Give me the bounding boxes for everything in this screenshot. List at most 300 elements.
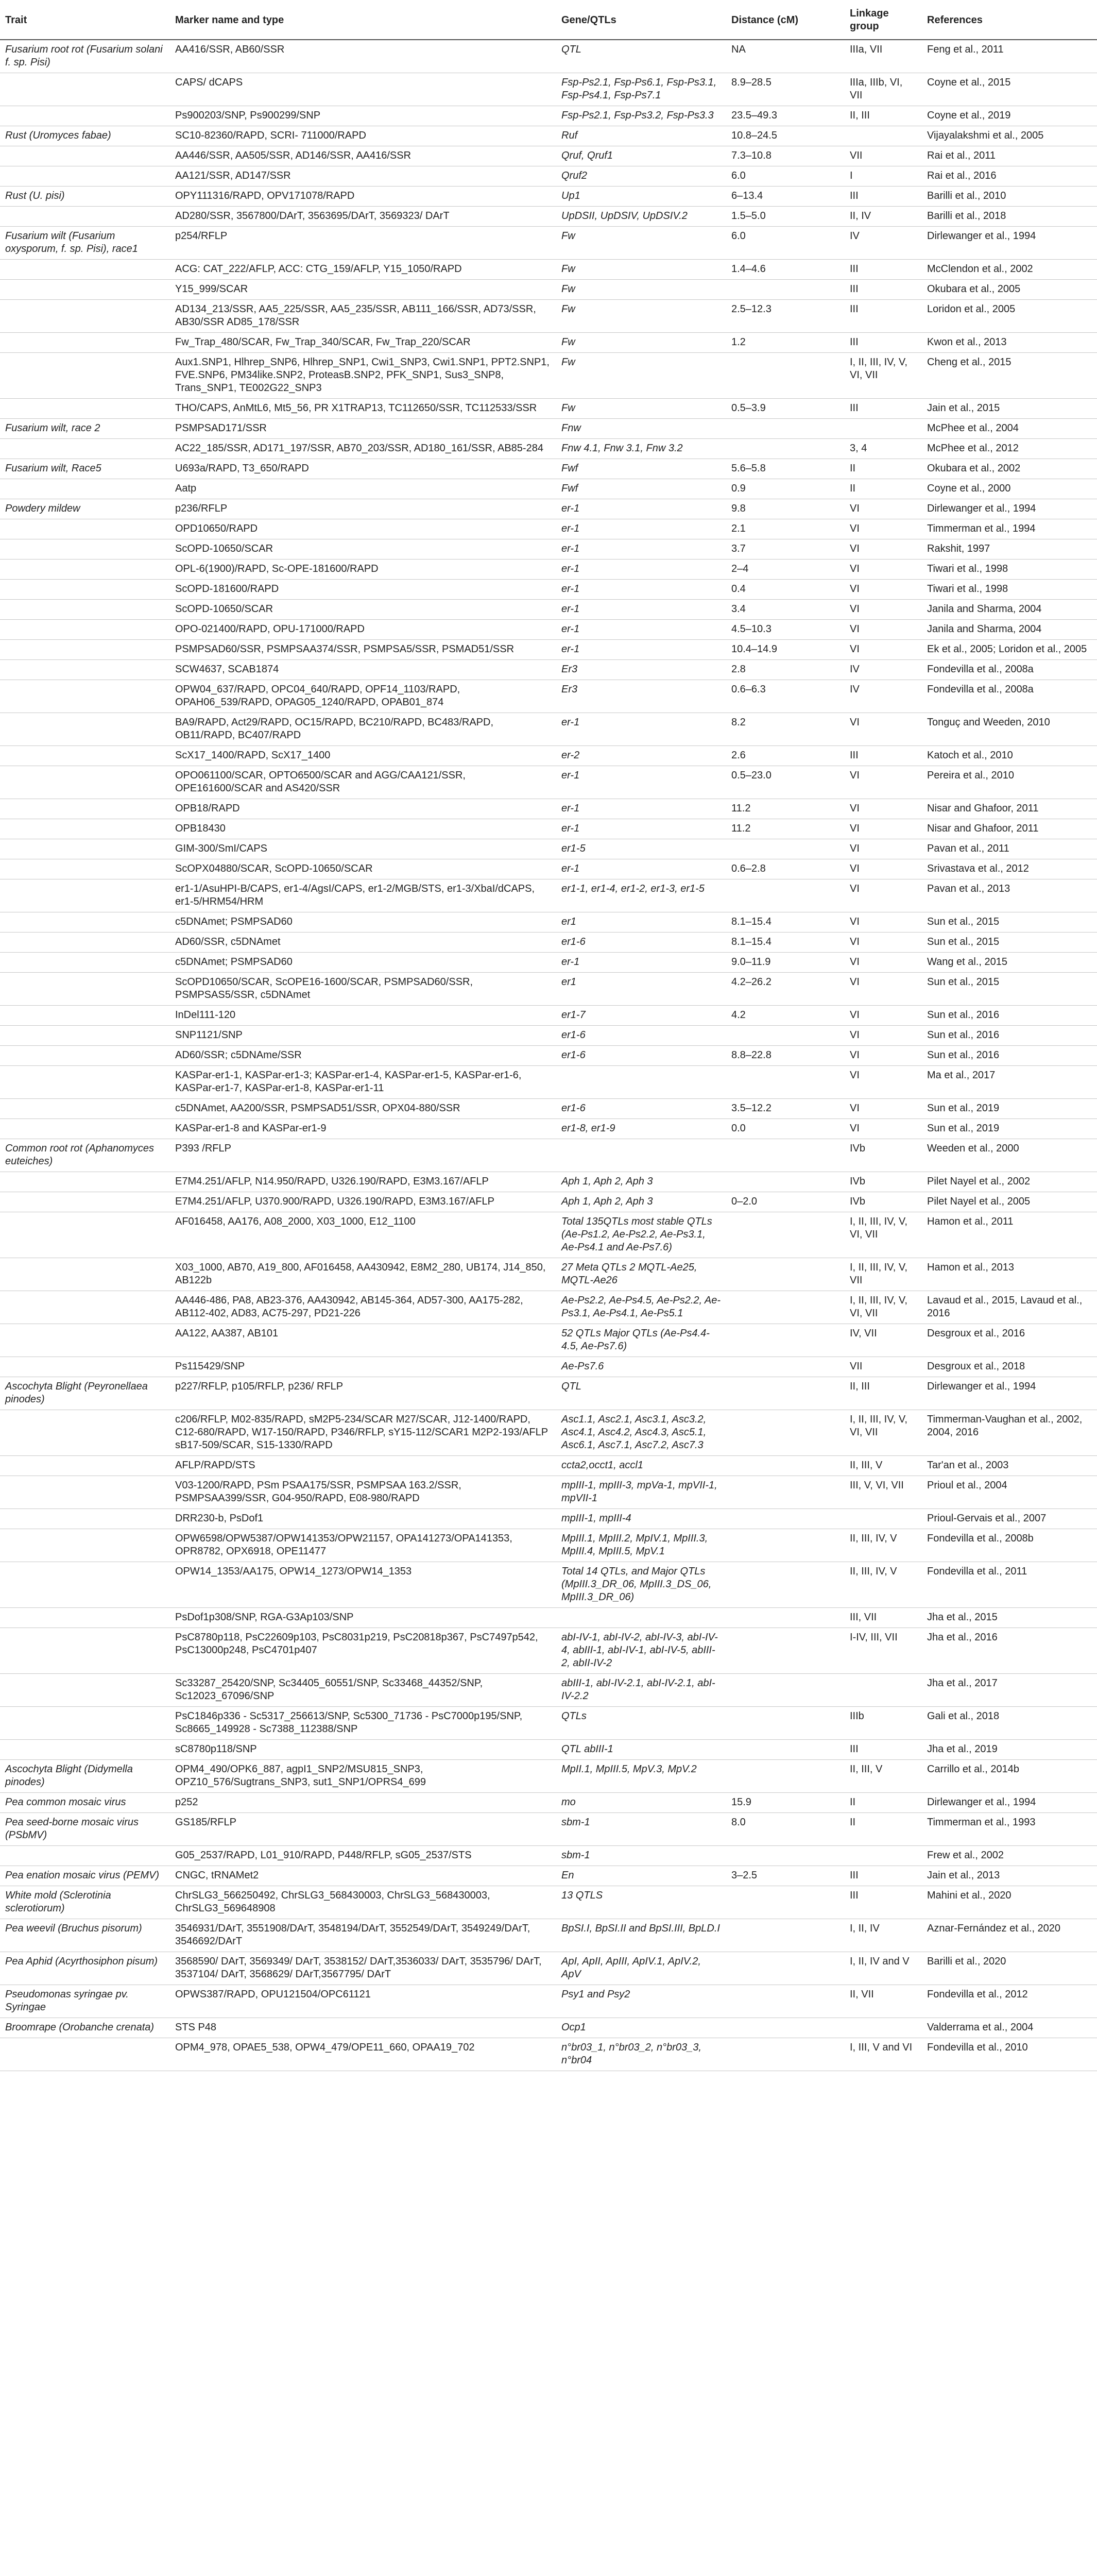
linkage-group-cell: VI xyxy=(845,1046,922,1066)
table-row xyxy=(0,1740,1097,1760)
table-row xyxy=(0,2038,1097,2071)
reference-cell: Jha et al., 2019 xyxy=(922,1740,1097,1760)
linkage-group-cell: I, II, III, IV, V, VI, VII xyxy=(845,1291,922,1324)
distance-cell: 10.8–24.5 xyxy=(726,126,845,146)
linkage-group-cell: I, II, III, IV, V, VII xyxy=(845,1258,922,1291)
table-row xyxy=(0,560,1097,580)
marker-cell: OPO061100/SCAR, OPTO6500/SCAR and AGG/CAA121/SSR, OPE161600/SCAR and AS420/SSR xyxy=(170,766,556,799)
distance-cell: 6.0 xyxy=(726,227,845,260)
gene-cell: er-1 xyxy=(556,953,726,973)
table-row xyxy=(0,1026,1097,1046)
trait-cell: Fusarium wilt, race 2 xyxy=(0,419,170,439)
gene-cell: Fwf xyxy=(556,459,726,479)
trait-cell xyxy=(0,560,170,580)
reference-cell: Barilli et al., 2010 xyxy=(922,187,1097,207)
trait-cell xyxy=(0,333,170,353)
linkage-group-cell: III xyxy=(845,300,922,333)
distance-cell: 0.0 xyxy=(726,1119,845,1139)
marker-cell: AC22_185/SSR, AD171_197/SSR, AB70_203/SSR, AD180_161/SSR, AB85-284 xyxy=(170,439,556,459)
distance-cell xyxy=(726,1258,845,1291)
gene-cell: Qruf2 xyxy=(556,166,726,187)
gene-cell xyxy=(556,1066,726,1099)
marker-cell: CNGC, tRNAMet2 xyxy=(170,1866,556,1886)
gene-cell: UpDSII, UpDSIV, UpDSIV.2 xyxy=(556,207,726,227)
linkage-group-cell: VI xyxy=(845,953,922,973)
marker-cell: OPWS387/RAPD, OPU121504/OPC61121 xyxy=(170,1985,556,2018)
gene-cell: er-1 xyxy=(556,713,726,746)
reference-cell: Tonguç and Weeden, 2010 xyxy=(922,713,1097,746)
header-marker: Marker name and type xyxy=(170,0,556,40)
distance-cell: 8.8–22.8 xyxy=(726,1046,845,1066)
gene-cell: ApI, ApII, ApIII, ApIV.1, ApIV.2, ApV xyxy=(556,1952,726,1985)
trait-cell: Pea Aphid (Acyrthosiphon pisum) xyxy=(0,1952,170,1985)
linkage-group-cell: I, III, V and VI xyxy=(845,2038,922,2071)
trait-cell xyxy=(0,1212,170,1258)
table-row xyxy=(0,912,1097,933)
table-row xyxy=(0,1674,1097,1707)
distance-cell xyxy=(726,1529,845,1562)
trait-cell xyxy=(0,1006,170,1026)
linkage-group-cell: VI xyxy=(845,1026,922,1046)
gene-cell: er1-5 xyxy=(556,839,726,859)
gene-cell: mpIII-1, mpIII-3, mpVa-1, mpVII-1, mpVII-1 xyxy=(556,1476,726,1509)
trait-cell xyxy=(0,1846,170,1866)
table-row xyxy=(0,1813,1097,1846)
linkage-group-cell: IV xyxy=(845,660,922,680)
gene-cell: BpSI.I, BpSI.II and BpSI.III, BpLD.I xyxy=(556,1919,726,1952)
gene-cell: sbm-1 xyxy=(556,1846,726,1866)
linkage-group-cell xyxy=(845,1674,922,1707)
gene-cell: Asc1.1, Asc2.1, Asc3.1, Asc3.2, Asc4.1, Asc4.2, Asc4.3, Asc5.1, Asc6.1, Asc7.1, Asc7.2, Asc7.3 xyxy=(556,1410,726,1456)
table-row xyxy=(0,1628,1097,1674)
marker-cell: c5DNAmet; PSMPSAD60 xyxy=(170,953,556,973)
trait-cell xyxy=(0,2038,170,2071)
gene-cell xyxy=(556,1139,726,1172)
reference-cell: Sun et al., 2015 xyxy=(922,933,1097,953)
header-trait: Trait xyxy=(0,0,170,40)
reference-cell: McClendon et al., 2002 xyxy=(922,260,1097,280)
gene-cell: er-1 xyxy=(556,766,726,799)
gene-cell: Fw xyxy=(556,280,726,300)
marker-cell: THO/CAPS, AnMtL6, Mt5_56, PR X1TRAP13, TC112650/SSR, TC112533/SSR xyxy=(170,399,556,419)
gene-cell: er-1 xyxy=(556,859,726,879)
linkage-group-cell: III xyxy=(845,399,922,419)
marker-cell: OPY111316/RAPD, OPV171078/RAPD xyxy=(170,187,556,207)
linkage-group-cell: IV xyxy=(845,227,922,260)
trait-cell xyxy=(0,1192,170,1212)
trait-cell: Fusarium wilt (Fusarium oxysporum, f. sp. Pisi), race1 xyxy=(0,227,170,260)
table-row xyxy=(0,40,1097,73)
reference-cell: Feng et al., 2011 xyxy=(922,40,1097,73)
linkage-group-cell: III xyxy=(845,333,922,353)
table-row xyxy=(0,419,1097,439)
reference-cell: Okubara et al., 2002 xyxy=(922,459,1097,479)
marker-cell: sC8780p118/SNP xyxy=(170,1740,556,1760)
distance-cell xyxy=(726,419,845,439)
distance-cell xyxy=(726,1760,845,1793)
table-row xyxy=(0,539,1097,560)
marker-cell: ScOPD-181600/RAPD xyxy=(170,580,556,600)
reference-cell: Dirlewanger et al., 1994 xyxy=(922,499,1097,519)
linkage-group-cell: VI xyxy=(845,799,922,819)
reference-cell: Aznar-Fernández et al., 2020 xyxy=(922,1919,1097,1952)
trait-cell xyxy=(0,146,170,166)
reference-cell: Coyne et al., 2019 xyxy=(922,106,1097,126)
linkage-group-cell: III xyxy=(845,260,922,280)
distance-cell: 15.9 xyxy=(726,1793,845,1813)
linkage-group-cell: VI xyxy=(845,933,922,953)
reference-cell: Fondevilla et al., 2008a xyxy=(922,680,1097,713)
linkage-group-cell xyxy=(845,2018,922,2038)
distance-cell xyxy=(726,1172,845,1192)
distance-cell: 2.8 xyxy=(726,660,845,680)
table-row xyxy=(0,166,1097,187)
reference-cell: Timmerman et al., 1994 xyxy=(922,519,1097,539)
trait-cell xyxy=(0,479,170,499)
trait-cell xyxy=(0,879,170,912)
linkage-group-cell: VI xyxy=(845,1119,922,1139)
table-row xyxy=(0,126,1097,146)
gene-cell: Fsp-Ps2.1, Fsp-Ps6.1, Fsp-Ps3.1, Fsp-Ps4.1, Fsp-Ps7.1 xyxy=(556,73,726,106)
table-row xyxy=(0,73,1097,106)
linkage-group-cell: II, III xyxy=(845,1377,922,1410)
gene-cell: Ruf xyxy=(556,126,726,146)
gene-cell: 27 Meta QTLs 2 MQTL-Ae25, MQTL-Ae26 xyxy=(556,1258,726,1291)
gene-cell: abI-IV-1, abI-IV-2, abI-IV-3, abI-IV-4, abIII-1, abI-IV-1, abI-IV-5, abIII-2, abII-IV-2 xyxy=(556,1628,726,1674)
gene-cell: QTL xyxy=(556,1377,726,1410)
marker-cell: SNP1121/SNP xyxy=(170,1026,556,1046)
table-row xyxy=(0,2018,1097,2038)
table-row xyxy=(0,300,1097,333)
reference-cell: Prioul-Gervais et al., 2007 xyxy=(922,1509,1097,1529)
marker-cell: Aux1.SNP1, Hlhrep_SNP6, Hlhrep_SNP1, Cwi1_SNP3, Cwi1.SNP1, PPT2.SNP1, FVE.SNP6, PM34like.SNP2, ProteasB.SNP2, PFK_SNP1, Sus3_SNP8, Trans_SNP1, TE002G22_SNP3 xyxy=(170,353,556,399)
marker-cell: ScOPD-10650/SCAR xyxy=(170,539,556,560)
table-row xyxy=(0,1793,1097,1813)
reference-cell: Vijayalakshmi et al., 2005 xyxy=(922,126,1097,146)
linkage-group-cell: II xyxy=(845,479,922,499)
linkage-group-cell: IVb xyxy=(845,1139,922,1172)
table-row xyxy=(0,459,1097,479)
linkage-group-cell: VI xyxy=(845,539,922,560)
marker-cell: G05_2537/RAPD, L01_910/RAPD, P448/RFLP, sG05_2537/STS xyxy=(170,1846,556,1866)
marker-cell: ScOPX04880/SCAR, ScOPD-10650/SCAR xyxy=(170,859,556,879)
table-row xyxy=(0,1846,1097,1866)
marker-cell: PsC1846p336 - Sc5317_256613/SNP, Sc5300_71736 - PsC7000p195/SNP, Sc8665_149928 - Sc7388_112388/SNP xyxy=(170,1707,556,1740)
distance-cell xyxy=(726,1377,845,1410)
table-row xyxy=(0,1562,1097,1608)
table-row xyxy=(0,280,1097,300)
reference-cell: Fondevilla et al., 2011 xyxy=(922,1562,1097,1608)
distance-cell: 23.5–49.3 xyxy=(726,106,845,126)
trait-cell xyxy=(0,620,170,640)
marker-cell: AA121/SSR, AD147/SSR xyxy=(170,166,556,187)
reference-cell: Rai et al., 2011 xyxy=(922,146,1097,166)
trait-cell xyxy=(0,766,170,799)
distance-cell: 10.4–14.9 xyxy=(726,640,845,660)
distance-cell xyxy=(726,1139,845,1172)
table-row xyxy=(0,1886,1097,1919)
trait-cell: Pseudomonas syringae pv. Syringae xyxy=(0,1985,170,2018)
linkage-group-cell: II, VII xyxy=(845,1985,922,2018)
table-row xyxy=(0,1066,1097,1099)
trait-cell: Powdery mildew xyxy=(0,499,170,519)
marker-cell: ScOPD10650/SCAR, ScOPE16-1600/SCAR, PSMPSAD60/SSR, PSMPSAS5/SSR, c5DNAmet xyxy=(170,973,556,1006)
marker-cell: P393 /RFLP xyxy=(170,1139,556,1172)
linkage-group-cell: I, II, IV and V xyxy=(845,1952,922,1985)
distance-cell: 3–2.5 xyxy=(726,1866,845,1886)
header-row xyxy=(0,0,1097,40)
gene-cell: Fw xyxy=(556,300,726,333)
trait-cell xyxy=(0,1562,170,1608)
table-row xyxy=(0,1324,1097,1357)
marker-cell: Ps115429/SNP xyxy=(170,1357,556,1377)
distance-cell: 5.6–5.8 xyxy=(726,459,845,479)
trait-cell xyxy=(0,539,170,560)
distance-cell: 6.0 xyxy=(726,166,845,187)
distance-cell: 7.3–10.8 xyxy=(726,146,845,166)
gene-cell: Fnw 4.1, Fnw 3.1, Fnw 3.2 xyxy=(556,439,726,459)
distance-cell: 8.0 xyxy=(726,1813,845,1846)
reference-cell: Carrillo et al., 2014b xyxy=(922,1760,1097,1793)
marker-cell: OPW14_1353/AA175, OPW14_1273/OPW14_1353 xyxy=(170,1562,556,1608)
marker-cell: p236/RFLP xyxy=(170,499,556,519)
reference-cell: Timmerman et al., 1993 xyxy=(922,1813,1097,1846)
linkage-group-cell: VI xyxy=(845,879,922,912)
table-row xyxy=(0,933,1097,953)
reference-cell: Jha et al., 2017 xyxy=(922,1674,1097,1707)
table-row xyxy=(0,1919,1097,1952)
gene-cell: er-1 xyxy=(556,600,726,620)
trait-cell: Fusarium wilt, Race5 xyxy=(0,459,170,479)
marker-cell: OPW04_637/RAPD, OPC04_640/RAPD, OPF14_1103/RAPD, OPAH06_539/RAPD, OPAG05_1240/RAPD, OPAB01_874 xyxy=(170,680,556,713)
marker-cell: PsC8780p118, PsC22609p103, PsC8031p219, PsC20818p367, PsC7497p542, PsC13000p248, PsC4701p407 xyxy=(170,1628,556,1674)
gene-cell: er1-6 xyxy=(556,1026,726,1046)
gene-cell: Psy1 and Psy2 xyxy=(556,1985,726,2018)
marker-cell: OPW6598/OPW5387/OPW141353/OPW21157, OPA141273/OPA141353, OPR8782, OPX6918, OPE11477 xyxy=(170,1529,556,1562)
gene-cell: mpIII-1, mpIII-4 xyxy=(556,1509,726,1529)
reference-cell: Tiwari et al., 1998 xyxy=(922,580,1097,600)
distance-cell xyxy=(726,1886,845,1919)
distance-cell: 9.8 xyxy=(726,499,845,519)
table-row xyxy=(0,766,1097,799)
distance-cell xyxy=(726,1707,845,1740)
linkage-group-cell: I, II, III, IV, V, VI, VII xyxy=(845,1212,922,1258)
linkage-group-cell: III xyxy=(845,1866,922,1886)
table-row xyxy=(0,819,1097,839)
distance-cell xyxy=(726,353,845,399)
marker-cell: InDel111-120 xyxy=(170,1006,556,1026)
distance-cell xyxy=(726,1919,845,1952)
table-row xyxy=(0,1006,1097,1026)
marker-cell: c206/RFLP, M02-835/RAPD, sM2P5-234/SCAR M27/SCAR, J12-1400/RAPD, C12-680/RAPD, W17-150/RAPD, P346/RFLP, sY15-112/SCAR1 M2P2-193/AFLP sB17-509/SCAR, S15-1330/RAPD xyxy=(170,1410,556,1456)
marker-cell: AA446-486, PA8, AB23-376, AA430942, AB145-364, AD57-300, AA175-282, AB112-402, AD83, AC75-297, PD21-226 xyxy=(170,1291,556,1324)
reference-cell: Sun et al., 2015 xyxy=(922,912,1097,933)
gene-cell: Qruf, Qruf1 xyxy=(556,146,726,166)
reference-cell: Mahini et al., 2020 xyxy=(922,1886,1097,1919)
reference-cell: Fondevilla et al., 2008a xyxy=(922,660,1097,680)
marker-cell: AD134_213/SSR, AA5_225/SSR, AA5_235/SSR, AB111_166/SSR, AD73/SSR, AB30/SSR AD85_178/SSR xyxy=(170,300,556,333)
marker-cell: V03-1200/RAPD, PSm PSAA175/SSR, PSMPSAA 163.2/SSR, PSMPSAA399/SSR, G04-950/RAPD, E08-980/RAPD xyxy=(170,1476,556,1509)
gene-cell: er-1 xyxy=(556,580,726,600)
linkage-group-cell: I, II, III, IV, V, VI, VII xyxy=(845,353,922,399)
trait-cell xyxy=(0,713,170,746)
table-row xyxy=(0,439,1097,459)
linkage-group-cell: VI xyxy=(845,859,922,879)
trait-cell xyxy=(0,1357,170,1377)
linkage-group-cell: III xyxy=(845,746,922,766)
reference-cell: Tar'an et al., 2003 xyxy=(922,1456,1097,1476)
gene-cell: er1 xyxy=(556,912,726,933)
distance-cell xyxy=(726,1026,845,1046)
distance-cell xyxy=(726,2038,845,2071)
trait-cell xyxy=(0,353,170,399)
reference-cell: Sun et al., 2015 xyxy=(922,973,1097,1006)
header-linkage: Linkage group xyxy=(845,0,922,40)
table-row xyxy=(0,146,1097,166)
table-row xyxy=(0,1099,1097,1119)
marker-cell: CAPS/ dCAPS xyxy=(170,73,556,106)
reference-cell: Dirlewanger et al., 1994 xyxy=(922,1377,1097,1410)
marker-cell: OPB18430 xyxy=(170,819,556,839)
gene-cell: Fw xyxy=(556,260,726,280)
gene-cell: er1-8, er1-9 xyxy=(556,1119,726,1139)
table-row xyxy=(0,859,1097,879)
table-row xyxy=(0,1139,1097,1172)
gene-cell: En xyxy=(556,1866,726,1886)
distance-cell xyxy=(726,1324,845,1357)
linkage-group-cell: II, III, V xyxy=(845,1456,922,1476)
distance-cell xyxy=(726,1476,845,1509)
reference-cell: Janila and Sharma, 2004 xyxy=(922,620,1097,640)
distance-cell xyxy=(726,1674,845,1707)
trait-cell xyxy=(0,519,170,539)
table-row xyxy=(0,1377,1097,1410)
reference-cell: Pavan et al., 2011 xyxy=(922,839,1097,859)
trait-cell: Pea seed-borne mosaic virus (PSbMV) xyxy=(0,1813,170,1846)
trait-cell xyxy=(0,859,170,879)
distance-cell: 8.2 xyxy=(726,713,845,746)
linkage-group-cell: 3, 4 xyxy=(845,439,922,459)
reference-cell: Coyne et al., 2015 xyxy=(922,73,1097,106)
linkage-group-cell: IIIb xyxy=(845,1707,922,1740)
reference-cell: Desgroux et al., 2018 xyxy=(922,1357,1097,1377)
linkage-group-cell: IIIa, VII xyxy=(845,40,922,73)
marker-cell: 3568590/ DArT, 3569349/ DArT, 3538152/ DArT,3536033/ DArT, 3535796/ DArT, 3537104/ DArT, 3568629/ DArT,3567795/ DArT xyxy=(170,1952,556,1985)
marker-cell: p227/RFLP, p105/RFLP, p236/ RFLP xyxy=(170,1377,556,1410)
trait-cell xyxy=(0,300,170,333)
table-row xyxy=(0,187,1097,207)
marker-cell: PSMPSAD171/SSR xyxy=(170,419,556,439)
trait-cell xyxy=(0,1740,170,1760)
distance-cell xyxy=(726,1410,845,1456)
reference-cell: Gali et al., 2018 xyxy=(922,1707,1097,1740)
marker-cell: GS185/RFLP xyxy=(170,1813,556,1846)
trait-cell xyxy=(0,799,170,819)
reference-cell: Loridon et al., 2005 xyxy=(922,300,1097,333)
table-row xyxy=(0,333,1097,353)
marker-cell: GIM-300/SmI/CAPS xyxy=(170,839,556,859)
reference-cell: Coyne et al., 2000 xyxy=(922,479,1097,499)
trait-cell xyxy=(0,1674,170,1707)
marker-cell: KASPar-er1-1, KASPar-er1-3; KASPar-er1-4, KASPar-er1-5, KASPar-er1-6, KASPar-er1-7, KASPar-er1-8, KASPar-er1-11 xyxy=(170,1066,556,1099)
trait-cell xyxy=(0,73,170,106)
linkage-group-cell: II xyxy=(845,1813,922,1846)
linkage-group-cell: I, II, III, IV, V, VI, VII xyxy=(845,1410,922,1456)
trait-cell xyxy=(0,819,170,839)
reference-cell: Pereira et al., 2010 xyxy=(922,766,1097,799)
distance-cell: 4.2 xyxy=(726,1006,845,1026)
gene-cell: QTL abIII-1 xyxy=(556,1740,726,1760)
reference-cell: Kwon et al., 2013 xyxy=(922,333,1097,353)
linkage-group-cell: VII xyxy=(845,146,922,166)
gene-cell: er-1 xyxy=(556,560,726,580)
trait-cell xyxy=(0,1707,170,1740)
gene-cell: er1-6 xyxy=(556,1099,726,1119)
reference-cell: Prioul et al., 2004 xyxy=(922,1476,1097,1509)
trait-cell xyxy=(0,746,170,766)
reference-cell: Ek et al., 2005; Loridon et al., 2005 xyxy=(922,640,1097,660)
gene-cell: abIII-1, abI-IV-2.1, abI-IV-2.1, abI-IV-2.2 xyxy=(556,1674,726,1707)
trait-cell: Pea weevil (Bruchus pisorum) xyxy=(0,1919,170,1952)
gene-cell: Ocp1 xyxy=(556,2018,726,2038)
gene-cell: QTLs xyxy=(556,1707,726,1740)
table-row xyxy=(0,1456,1097,1476)
trait-cell xyxy=(0,1509,170,1529)
reference-cell: Fondevilla et al., 2008b xyxy=(922,1529,1097,1562)
gene-cell: Er3 xyxy=(556,660,726,680)
trait-cell xyxy=(0,580,170,600)
reference-cell: Frew et al., 2002 xyxy=(922,1846,1097,1866)
marker-cell: BA9/RAPD, Act29/RAPD, OC15/RAPD, BC210/RAPD, BC483/RAPD, OB11/RAPD, BC407/RAPD xyxy=(170,713,556,746)
table-row xyxy=(0,746,1097,766)
trait-cell: Rust (U. pisi) xyxy=(0,187,170,207)
distance-cell: 3.4 xyxy=(726,600,845,620)
linkage-group-cell: III, VII xyxy=(845,1608,922,1628)
marker-cell: p254/RFLP xyxy=(170,227,556,260)
marker-cell: AA446/SSR, AA505/SSR, AD146/SSR, AA416/SSR xyxy=(170,146,556,166)
reference-cell: Srivastava et al., 2012 xyxy=(922,859,1097,879)
marker-cell: Y15_999/SCAR xyxy=(170,280,556,300)
reference-cell: Nisar and Ghafoor, 2011 xyxy=(922,799,1097,819)
linkage-group-cell: IIIa, IIIb, VI, VII xyxy=(845,73,922,106)
reference-cell: Rakshit, 1997 xyxy=(922,539,1097,560)
distance-cell: 6–13.4 xyxy=(726,187,845,207)
table-row xyxy=(0,1608,1097,1628)
reference-cell: Hamon et al., 2011 xyxy=(922,1212,1097,1258)
marker-cell: AD60/SSR, c5DNAmet xyxy=(170,933,556,953)
marker-cell: E7M4.251/AFLP, N14.950/RAPD, U326.190/RAPD, E3M3.167/AFLP xyxy=(170,1172,556,1192)
linkage-group-cell: II, IV xyxy=(845,207,922,227)
table-row xyxy=(0,1760,1097,1793)
table-row xyxy=(0,580,1097,600)
trait-cell xyxy=(0,1529,170,1562)
distance-cell: 0.6–6.3 xyxy=(726,680,845,713)
distance-cell xyxy=(726,2018,845,2038)
table-row xyxy=(0,1509,1097,1529)
reference-cell: Jha et al., 2016 xyxy=(922,1628,1097,1674)
marker-cell: ScX17_1400/RAPD, ScX17_1400 xyxy=(170,746,556,766)
marker-cell: p252 xyxy=(170,1793,556,1813)
gene-cell: Fw xyxy=(556,227,726,260)
table-row xyxy=(0,973,1097,1006)
linkage-group-cell: VI xyxy=(845,1006,922,1026)
table-row xyxy=(0,1192,1097,1212)
reference-cell: Dirlewanger et al., 1994 xyxy=(922,227,1097,260)
distance-cell: 2.1 xyxy=(726,519,845,539)
reference-cell: Okubara et al., 2005 xyxy=(922,280,1097,300)
gene-cell: Total 14 QTLs, and Major QTLs (MpIII.3_DR_06, MpIII.3_DS_06, MpIII.3_DR_06) xyxy=(556,1562,726,1608)
linkage-group-cell: I, II, IV xyxy=(845,1919,922,1952)
